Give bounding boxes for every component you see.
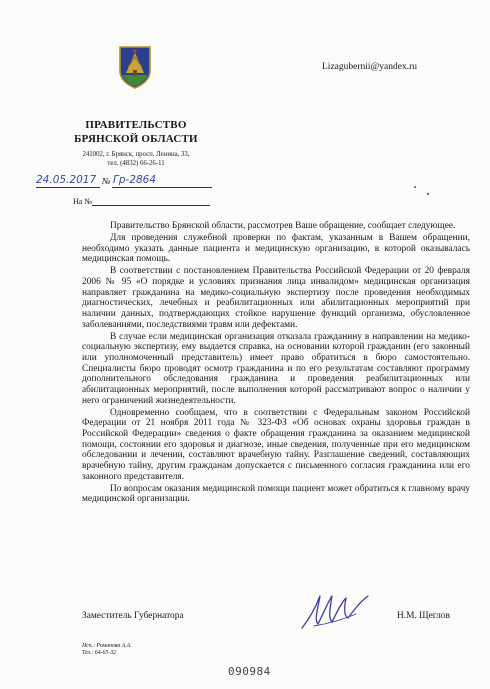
address-phone: тел. (4832) 66-26-11 xyxy=(107,160,165,167)
registration-number: 090984 xyxy=(228,665,271,678)
org-name-line-1: ПРАВИТЕЛЬСТВО xyxy=(85,119,187,131)
scan-speck xyxy=(427,193,429,195)
handwritten-date: 24.05.2017 xyxy=(36,174,97,186)
body-paragraph: Одновременно сообщаем, что в соответствии с Федеральным законом Российской Федерации от 21 ноября 2011 года № 323-ФЗ «Об основах охраны здоровья граждан в Российской Федерации» сведения о факте обращения гражданина за оказанием медицинской помощи, состоянии его здоровья и диагнозе, иные сведения, полученные при его медицинском обследовании и лечении, составляют врачебную тайну. Разглашение сведений, составляющих врачебную тайну, другим гражданам допускается с письменного согласия гражданина или его законного представителя. xyxy=(82,407,470,482)
organization-name xyxy=(60,118,212,146)
executor-info xyxy=(82,643,132,657)
scan-speck xyxy=(414,186,416,188)
body-paragraph: Для проведения служебной проверки по фактам, указанным в Вашем обращении, необходимо указать данные пациента и медицинскую организацию, в которой оказывалась медицинская помощь. xyxy=(82,233,470,265)
org-name-line-2: БРЯНСКОЙ ОБЛАСТИ xyxy=(74,133,198,145)
email-address: Lizagubernii@yandex.ru xyxy=(322,62,418,72)
executor-phone: Тел.: 64-65-32 xyxy=(82,650,117,656)
body-paragraph: В случае если медицинская организация отказала гражданину в направлении на медико-социальную экспертизу, ему выдается справка, на основании которой гражданин (его законный или уполномоченный представитель) имеет право обратиться в бюро самостоятельно. Специалисты бюро проводят осмотр гражданина и по его результатам составляют программу дополнительного обследования гражданина и проведения реабилитационных или абилитационных мероприятий, после выполнения которой рассматривают вопрос о наличии у него ограничений жизнедеятельности. xyxy=(82,331,470,406)
number-underline xyxy=(112,187,212,188)
date-underline xyxy=(36,187,100,188)
executor-name: Исп.: Романова А.А. xyxy=(82,643,132,649)
bryansk-coat-of-arms-icon xyxy=(118,45,152,89)
letter-body xyxy=(82,221,470,506)
incoming-ref-label: На № xyxy=(73,197,92,206)
body-paragraph: Правительство Брянской области, рассмотрев Ваше обращение, сообщает следующее. xyxy=(110,221,456,231)
signer-position: Заместитель Губернатора xyxy=(82,611,184,621)
body-paragraph: По вопросам оказания медицинской помощи пациент может обратиться к главному врачу медицинской организации. xyxy=(82,483,470,505)
signer-name: Н.М. Щеглов xyxy=(397,611,450,621)
handwritten-outgoing-number: Гр-2864 xyxy=(113,174,157,186)
incoming-ref-underline xyxy=(92,205,210,206)
body-paragraph: В соответствии с постановлением Правительства Российской Федерации от 20 февраля 2006 № 95 «О порядке и условиях признания лица инвалидом» медицинская организация направляет гражданина на медико-социальную экспертизу после проведения необходимых диагностических, лечебных и реабилитационных или абилитационных мероприятий при наличии данных, подтверждающих стойкое нарушение функций организма, обусловленное заболеваниями, последствиями травм или дефектами. xyxy=(82,266,470,330)
number-sign: № xyxy=(102,176,111,186)
organization-address xyxy=(60,150,212,168)
handwritten-signature-icon xyxy=(296,590,372,634)
address-street: 241002, г. Брянск, просп. Ленина, 33, xyxy=(82,151,190,158)
